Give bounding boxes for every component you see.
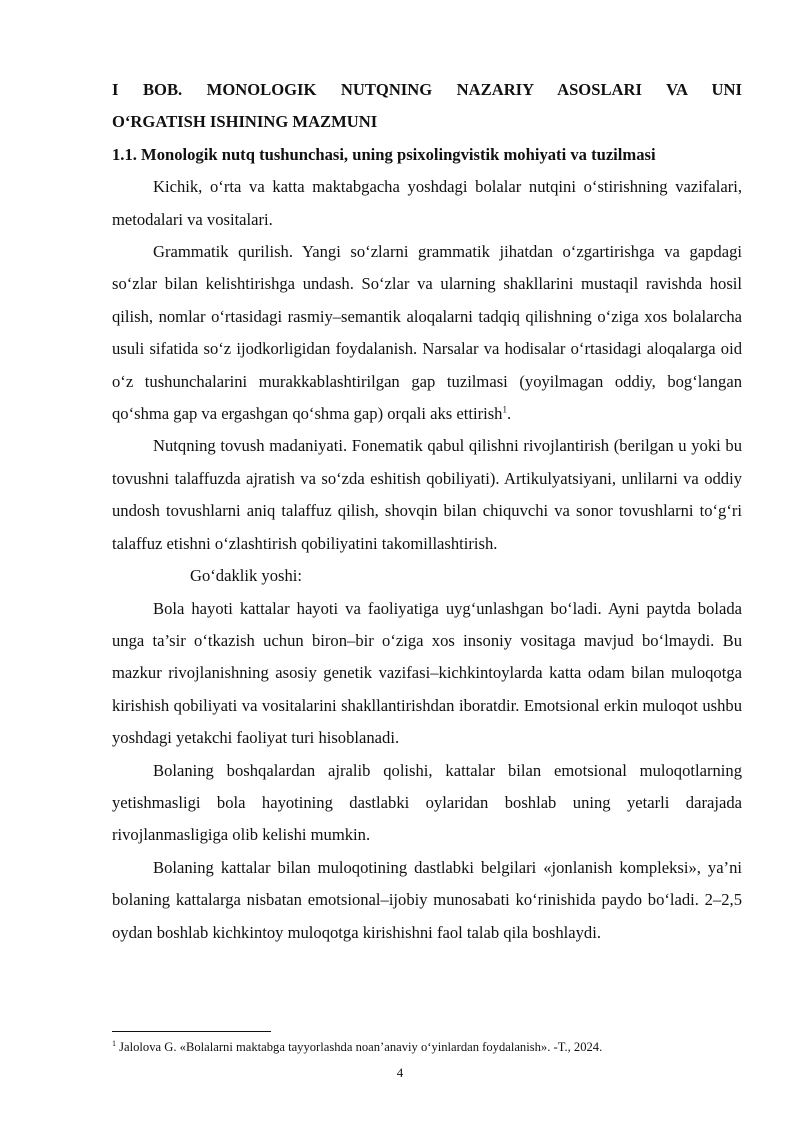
paragraph-1: Kichik, o‘rta va katta maktabgacha yoshdagi bolalar nutqini o‘stirishning vazifalari, metodalari va vositalari. [112, 177, 742, 229]
document-page [112, 74, 742, 949]
subheading-infancy: Go‘daklik yoshi: [190, 566, 302, 586]
paragraph-2 [112, 236, 742, 430]
chapter-title-line-1: I BOB. MONOLOGIK NUTQNING NAZARIY ASOSLARI VA UNI [112, 80, 742, 99]
paragraph-6: Bolaning kattalar bilan muloqotining dastlabki belgilari «jonlanish kompleksi», ya’ni bolaning kattalarga nisbatan emotsional–ijobiy munosabati ko‘rinishida paydo bo‘ladi. 2–2,5 oydan boshlab kichkintoy muloqotga kirishishni faol talab qila boshlaydi. [112, 857, 742, 942]
section-title: 1.1. Monologik nutq tushunchasi, uning psixolingvistik mohiyati va tuzilmasi [112, 144, 656, 164]
footnote [112, 1039, 752, 1055]
page-number: 4 [396, 1065, 404, 1080]
footnote-reference[interactable]: 1 [502, 404, 507, 415]
footnote-separator [112, 1031, 271, 1032]
paragraph-2-text: Grammatik qurilish. Yangi so‘zlarni grammatik jihatdan o‘zgartirishga va gapdagi so‘zlar bilan kelishtirishga undash. So‘zlar va ularning shakllarini mustaqil ravishda hosil qilish, nomlar o‘rtasidagi rasmiy–semantik aloqalarni tadqiq qilishning o‘ziga xos bolalarcha usuli sifatida so‘z ijodkorligidan foydalanish. Narsalar va hodisalar o‘rtasidagi aloqalarga oid o‘z tushunchalarini murakkablashtirilgan gap tuzilmasi (yoyilmagan oddiy, bog‘langan qo‘shma gap va ergashgan qo‘shma gap) orqali aks ettirish [112, 242, 742, 424]
paragraph-4: Bola hayoti kattalar hayoti va faoliyatiga uyg‘unlashgan bo‘ladi. Ayni paytda bolada unga ta’sir o‘tkazish uchun biron–bir o‘ziga xos insoniy vositaga mavjud bo‘lmaydi. Bu mazkur rivojlanishning asosiy genetik vazifasi–kichkintoylarda katta odam bilan muloqotga kirishish qobiliyati va vositalarini shakllantirishdan iboratdir. Emotsional erkin muloqot ushbu yoshdagi yetakchi faoliyat turi hisoblanadi. [112, 598, 742, 748]
footnote-marker: 1 [112, 1038, 116, 1048]
chapter-title [112, 74, 742, 139]
footnote-text: Jalolova G. «Bolalarni maktabga tayyorlashda noan’anaviy o‘yinlardan foydalanish». -T., 2024. [116, 1040, 603, 1054]
paragraph-3: Nutqning tovush madaniyati. Fonematik qabul qilishni rivojlantirish (berilgan u yoki bu tovushni talaffuzda ajratish va so‘zda eshitish qobiliyati). Artikulyatsiyani, unlilarni va oddiy undosh tovushlarni aniq talaffuz qilish, shovqin bilan chiquvchi va sonor tovushlarni to‘g‘ri talaffuz etishni o‘zlashtirish qobiliyatini takomillashtirish. [112, 436, 742, 553]
paragraph-5: Bolaning boshqalardan ajralib qolishi, kattalar bilan emotsional muloqotlarning yetishmasligi bola hayotining dastlabki oylaridan boshlab uning yetarli darajada rivojlanmasligiga olib kelishi mumkin. [112, 760, 742, 845]
chapter-title-line-2: O‘RGATISH ISHINING MAZMUNI [112, 112, 378, 132]
paragraph-2-end: . [506, 404, 512, 424]
